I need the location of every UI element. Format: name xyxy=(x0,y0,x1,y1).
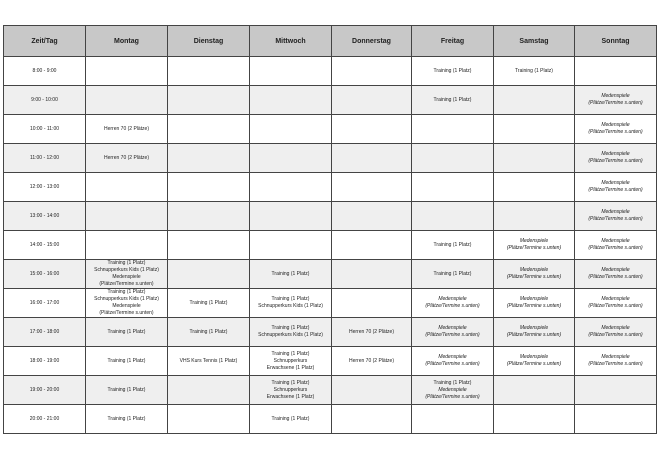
schedule-entry-line: Medenspiele xyxy=(601,296,630,302)
schedule-cell xyxy=(412,202,494,231)
schedule-cell xyxy=(250,202,332,231)
schedule-cell xyxy=(86,173,168,202)
schedule-entry-line: Schnupperkurs Kids (1 Platz) xyxy=(258,303,323,309)
schedule-cell xyxy=(412,57,494,86)
schedule-cell xyxy=(412,347,494,376)
schedule-entry-line: Training (1 Platz) xyxy=(433,241,472,248)
schedule-cell xyxy=(332,318,412,347)
schedule-cell xyxy=(575,405,657,434)
schedule-cell xyxy=(86,86,168,115)
schedule-entry-line: Herren 70 (2 Plätze) xyxy=(348,357,395,364)
schedule-entry-line: Training (1 Platz) xyxy=(271,415,310,422)
schedule-entry-line: Medenspiele xyxy=(519,325,549,331)
table-row xyxy=(4,115,657,144)
schedule-cell xyxy=(575,173,657,202)
schedule-cell xyxy=(168,318,250,347)
schedule-entry-line: Medenspiele xyxy=(601,325,630,331)
schedule-entry-line: (Plätze/Termine s.unten) xyxy=(588,100,643,106)
schedule-entry-line: Training (1 Platz) xyxy=(271,325,310,331)
schedule-cell xyxy=(332,57,412,86)
header-cell-time: Zeit/Tag xyxy=(4,26,86,57)
schedule-cell xyxy=(86,260,168,289)
time-slot-cell: 9:00 - 10:00 xyxy=(4,86,86,115)
schedule-cell xyxy=(86,289,168,318)
schedule-cell xyxy=(575,318,657,347)
schedule-entry-line: Schnupperkurs xyxy=(273,357,308,364)
table-row xyxy=(4,57,657,86)
header-cell-sonntag: Sonntag xyxy=(575,26,657,57)
schedule-entry-line: Medenspiele xyxy=(112,303,141,309)
schedule-cell xyxy=(86,144,168,173)
schedule-cell xyxy=(494,202,575,231)
schedule-cell xyxy=(86,202,168,231)
header-cell-montag: Montag xyxy=(86,26,168,57)
schedule-cell xyxy=(86,115,168,144)
schedule-cell xyxy=(332,260,412,289)
schedule-cell xyxy=(332,144,412,173)
schedule-cell xyxy=(494,115,575,144)
schedule-cell xyxy=(168,144,250,173)
schedule-cell xyxy=(250,144,332,173)
schedule-cell xyxy=(494,347,575,376)
schedule-cell xyxy=(412,376,494,405)
schedule-cell xyxy=(494,405,575,434)
schedule-cell xyxy=(575,86,657,115)
schedule-entry-line: Training (1 Platz) xyxy=(433,379,472,386)
time-slot-cell: 19:00 - 20:00 xyxy=(4,376,86,405)
schedule-entry-line: (Plätze/Termine s.unten) xyxy=(588,303,643,309)
schedule-cell xyxy=(250,173,332,202)
schedule-entry-line: (Plätze/Termine s.unten) xyxy=(425,393,480,400)
time-slot-cell: 11:00 - 12:00 xyxy=(4,144,86,173)
time-slot-cell: 20:00 - 21:00 xyxy=(4,405,86,434)
schedule-entry-line: Schnupperkurs xyxy=(273,386,308,393)
schedule-cell xyxy=(168,57,250,86)
schedule-cell xyxy=(86,376,168,405)
schedule-entry-line: Training (1 Platz) xyxy=(433,96,472,103)
schedule-cell xyxy=(250,318,332,347)
schedule-entry-line: (Plätze/Termine s.unten) xyxy=(506,303,562,309)
header-cell-freitag: Freitag xyxy=(412,26,494,57)
schedule-cell xyxy=(494,376,575,405)
schedule-cell xyxy=(332,405,412,434)
schedule-cell xyxy=(494,173,575,202)
schedule-cell xyxy=(250,260,332,289)
table-row xyxy=(4,173,657,202)
schedule-entry-line: Medenspiele xyxy=(438,386,467,393)
schedule-entry-line: Schnupperkurs Kids (1 Platz) xyxy=(94,267,159,273)
table-row xyxy=(4,376,657,405)
schedule-cell xyxy=(412,260,494,289)
time-slot-cell: 12:00 - 13:00 xyxy=(4,173,86,202)
schedule-cell xyxy=(168,202,250,231)
schedule-cell xyxy=(494,318,575,347)
schedule-cell xyxy=(575,289,657,318)
schedule-cell xyxy=(332,173,412,202)
schedule-cell xyxy=(575,260,657,289)
header-cell-samstag: Samstag xyxy=(494,26,575,57)
schedule-entry-line: (Plätze/Termine s.unten) xyxy=(588,216,643,222)
schedule-entry-line: Medenspiele xyxy=(519,267,549,273)
schedule-cell xyxy=(168,405,250,434)
schedule-entry-line: (Plätze/Termine s.unten) xyxy=(506,361,562,367)
schedule-cell xyxy=(168,376,250,405)
table-row xyxy=(4,347,657,376)
schedule-cell xyxy=(168,260,250,289)
schedule-cell xyxy=(575,57,657,86)
schedule-body xyxy=(4,57,657,434)
schedule-entry-line: Medenspiele xyxy=(438,354,467,360)
schedule-cell xyxy=(575,347,657,376)
schedule-entry-line: Training (1 Platz) xyxy=(433,67,472,74)
time-slot-cell: 14:00 - 15:00 xyxy=(4,231,86,260)
schedule-entry-line: Herren 70 (2 Plätze) xyxy=(103,154,150,161)
schedule-cell xyxy=(494,144,575,173)
header-cell-dienstag: Dienstag xyxy=(168,26,250,57)
time-slot-cell: 8:00 - 9:00 xyxy=(4,57,86,86)
schedule-entry-line: (Plätze/Termine s.unten) xyxy=(588,332,643,338)
schedule-cell xyxy=(494,231,575,260)
schedule-entry-line: (Plätze/Termine s.unten) xyxy=(588,361,643,367)
schedule-cell xyxy=(412,173,494,202)
schedule-entry-line: Training (1 Platz) xyxy=(271,270,310,277)
schedule-entry-line: Erwachsene (1 Platz) xyxy=(266,364,315,371)
table-row xyxy=(4,318,657,347)
header-cell-mittwoch: Mittwoch xyxy=(250,26,332,57)
schedule-cell xyxy=(412,115,494,144)
schedule-cell xyxy=(494,289,575,318)
schedule-entry-line: Medenspiele xyxy=(601,238,630,244)
table-row xyxy=(4,231,657,260)
schedule-cell xyxy=(412,318,494,347)
table-row xyxy=(4,86,657,115)
schedule-entry-line: Medenspiele xyxy=(601,354,630,360)
schedule-cell xyxy=(575,231,657,260)
schedule-cell xyxy=(332,115,412,144)
schedule-cell xyxy=(168,115,250,144)
schedule-entry-line: Medenspiele xyxy=(601,209,630,215)
time-slot-cell: 10:00 - 11:00 xyxy=(4,115,86,144)
schedule-entry-line: Training (1 Platz) xyxy=(107,415,146,422)
schedule-entry-line: (Plätze/Termine s.unten) xyxy=(506,274,562,280)
schedule-cell xyxy=(412,289,494,318)
schedule-entry-line: (Plätze/Termine s.unten) xyxy=(588,158,643,164)
schedule-cell xyxy=(168,289,250,318)
header-cell-donnerstag: Donnerstag xyxy=(332,26,412,57)
schedule-entry-line: Training (1 Platz) xyxy=(189,299,228,306)
schedule-entry-line: Training (1 Platz) xyxy=(271,350,310,357)
schedule-cell xyxy=(86,231,168,260)
schedule-cell xyxy=(86,347,168,376)
schedule-entry-line: Medenspiele xyxy=(601,267,630,273)
schedule-entry-line: VHS Kurs Tennis (1 Platz) xyxy=(179,357,238,364)
schedule-cell xyxy=(494,86,575,115)
schedule-cell xyxy=(575,144,657,173)
schedule-cell xyxy=(332,376,412,405)
time-slot-cell: 18:00 - 19:00 xyxy=(4,347,86,376)
table-row xyxy=(4,405,657,434)
schedule-entry-line: (Plätze/Termine s.unten) xyxy=(425,303,480,309)
schedule-entry-line: Herren 70 (2 Plätze) xyxy=(103,125,150,132)
schedule-entry-line: Training (1 Platz) xyxy=(189,328,228,335)
schedule-cell xyxy=(494,57,575,86)
schedule-entry-line: Training (1 Platz) xyxy=(107,260,146,266)
schedule-cell xyxy=(332,347,412,376)
schedule-entry-line: Training (1 Platz) xyxy=(107,289,146,295)
time-slot-cell: 13:00 - 14:00 xyxy=(4,202,86,231)
schedule-entry-line: Schnupperkurs Kids (1 Platz) xyxy=(94,296,159,302)
schedule-entry-line: (Plätze/Termine s.unten) xyxy=(588,245,643,251)
schedule-entry-line: (Plätze/Termine s.unten) xyxy=(588,187,643,193)
schedule-cell xyxy=(250,289,332,318)
schedule-entry-line: (Plätze/Termine s.unten) xyxy=(506,332,562,338)
schedule-cell xyxy=(250,57,332,86)
schedule-cell xyxy=(86,318,168,347)
schedule-entry-line: Medenspiele xyxy=(601,151,630,157)
table-row xyxy=(4,144,657,173)
schedule-cell xyxy=(412,231,494,260)
schedule-cell xyxy=(250,86,332,115)
schedule-entry-line: Medenspiele xyxy=(519,296,549,302)
schedule-entry-line: Training (1 Platz) xyxy=(107,386,146,393)
schedule-entry-line: Medenspiele xyxy=(519,238,549,244)
schedule-entry-line: (Plätze/Termine s.unten) xyxy=(425,361,480,367)
schedule-cell xyxy=(168,173,250,202)
schedule-entry-line: Training (1 Platz) xyxy=(271,296,310,302)
weekly-schedule-table xyxy=(3,25,657,434)
schedule-entry-line: Training (1 Platz) xyxy=(271,379,310,386)
time-slot-cell: 16:00 - 17:00 xyxy=(4,289,86,318)
header-row xyxy=(4,26,657,57)
schedule-entry-line: Training (1 Platz) xyxy=(107,328,146,335)
schedule-cell xyxy=(168,86,250,115)
schedule-cell xyxy=(575,376,657,405)
table-row xyxy=(4,289,657,318)
schedule-cell xyxy=(332,86,412,115)
schedule-cell xyxy=(168,231,250,260)
schedule-cell xyxy=(494,260,575,289)
table-row xyxy=(4,202,657,231)
time-slot-cell: 17:00 - 18:00 xyxy=(4,318,86,347)
schedule-entry-line: Herren 70 (2 Plätze) xyxy=(348,328,395,335)
schedule-cell xyxy=(332,231,412,260)
schedule-entry-line: Erwachsene (1 Platz) xyxy=(266,393,315,400)
schedule-cell xyxy=(250,231,332,260)
table-row xyxy=(4,260,657,289)
schedule-entry-line: Training (1 Platz) xyxy=(107,357,146,364)
schedule-cell xyxy=(412,86,494,115)
schedule-entry-line: (Plätze/Termine s.unten) xyxy=(99,310,154,316)
schedule-cell xyxy=(250,405,332,434)
schedule-entry-line: Medenspiele xyxy=(601,180,630,186)
schedule-entry-line: Medenspiele xyxy=(438,325,467,331)
schedule-cell xyxy=(250,347,332,376)
schedule-entry-line: (Plätze/Termine s.unten) xyxy=(588,274,643,280)
schedule-entry-line: (Plätze/Termine s.unten) xyxy=(99,281,154,287)
schedule-entry-line: Medenspiele xyxy=(601,122,630,128)
schedule-cell xyxy=(168,347,250,376)
schedule-cell xyxy=(332,289,412,318)
schedule-entry-line: Medenspiele xyxy=(601,93,630,99)
schedule-cell xyxy=(575,202,657,231)
schedule-entry-line: Schnupperkurs Kids (1 Platz) xyxy=(258,332,323,338)
schedule-cell xyxy=(332,202,412,231)
schedule-entry-line: Training (1 Platz) xyxy=(515,67,553,74)
time-slot-cell: 15:00 - 16:00 xyxy=(4,260,86,289)
schedule-cell xyxy=(250,115,332,144)
schedule-entry-line: (Plätze/Termine s.unten) xyxy=(425,332,480,338)
schedule-cell xyxy=(86,405,168,434)
schedule-entry-line: Medenspiele xyxy=(519,354,549,360)
schedule-cell xyxy=(412,144,494,173)
schedule-cell xyxy=(86,57,168,86)
schedule-entry-line: (Plätze/Termine s.unten) xyxy=(588,129,643,135)
schedule-cell xyxy=(575,115,657,144)
schedule-cell xyxy=(250,376,332,405)
schedule-entry-line: (Plätze/Termine s.unten) xyxy=(506,245,562,251)
schedule-entry-line: Medenspiele xyxy=(112,274,141,280)
schedule-entry-line: Training (1 Platz) xyxy=(433,270,472,277)
schedule-entry-line: Medenspiele xyxy=(438,296,467,302)
schedule-cell xyxy=(412,405,494,434)
